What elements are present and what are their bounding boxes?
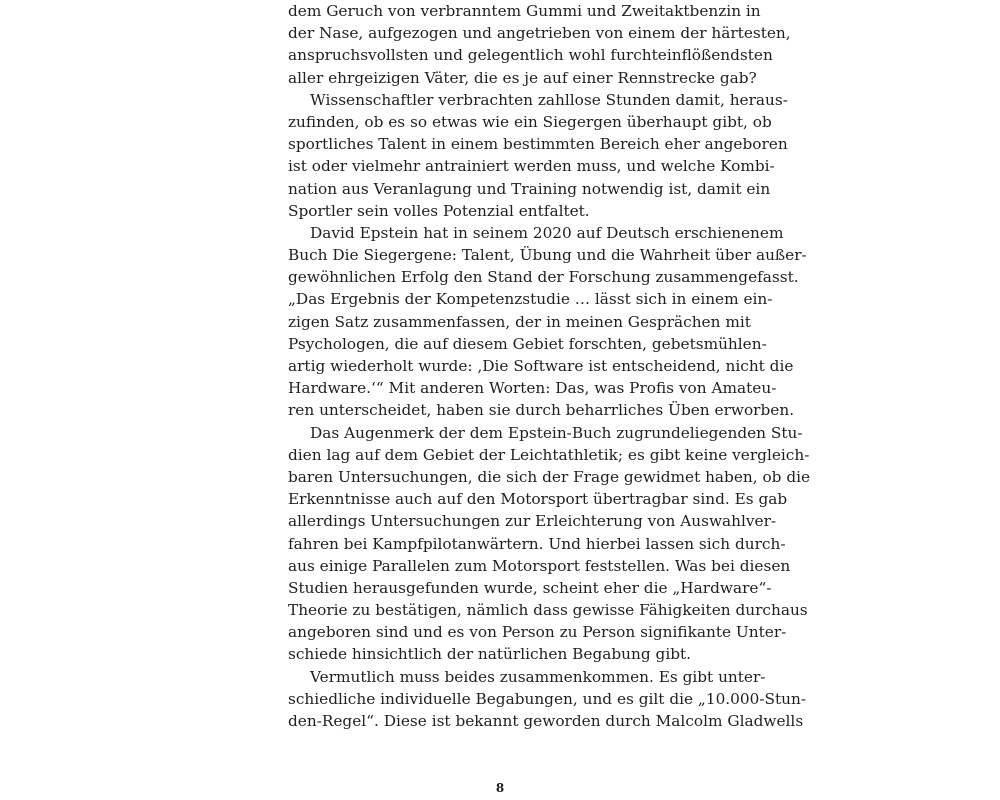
text-line: David Epstein hat in seinem 2020 auf Deutsch erschienenem — [310, 223, 784, 242]
text-line: den-Regel“. Diese ist bekannt geworden durch Malcolm Gladwells — [288, 712, 804, 730]
text-line: angeboren sind und es von Person zu Person signifikante Unter- — [288, 623, 787, 642]
text-line: gewöhnlichen Erfolg den Stand der Forschung zusammengefasst. — [288, 268, 799, 287]
text-line: zigen Satz zusammenfassen, der in meinen Gesprächen mit — [288, 312, 751, 331]
text-line: allerdings Untersuchungen zur Erleichterung von Auswahlver- — [288, 512, 777, 531]
text-line: aller ehrgeizigen Väter, die es je auf einer Rennstrecke gab? — [288, 68, 757, 87]
text-line: zufinden, ob es so etwas wie ein Siegergen überhaupt gibt, ob — [288, 112, 772, 131]
text-line: anspruchsvollsten und gelegentlich wohl furchteinflößendsten — [288, 46, 773, 65]
text-line: nation aus Veranlagung und Training notwendig ist, damit ein — [288, 179, 771, 198]
text-line: dien lag auf dem Gebiet der Leichtathletik; es gibt keine vergleich- — [288, 445, 810, 464]
text-line: der Nase, aufgezogen und angetrieben von einem der härtesten, — [288, 24, 791, 43]
text-line: Das Augenmerk der dem Epstein-Buch zugrundeliegenden Stu- — [310, 423, 803, 442]
text-line: Studien herausgefunden wurde, scheint eher die „Hardware“- — [288, 578, 772, 597]
page-number: 8 — [495, 781, 505, 795]
text-line: Buch Die Siegergene: Talent, Übung und die Wahrheit über außer- — [288, 246, 807, 265]
text-line: „Das Ergebnis der Kompetenzstudie … lässt sich in einem ein- — [288, 290, 773, 309]
text-line: sportliches Talent in einem bestimmten Bereich eher angeboren — [288, 135, 788, 154]
text-line: ist oder vielmehr antrainiert werden muss, und welche Kombi- — [288, 157, 775, 176]
text-line: schiede hinsichtlich der natürlichen Begabung gibt. — [288, 645, 692, 664]
text-line: aus einige Parallelen zum Motorsport feststellen. Was bei diesen — [288, 556, 791, 575]
text-line: artig wiederholt wurde: ‚Die Software ist entscheidend, nicht die — [288, 357, 794, 375]
text-line: baren Untersuchungen, die sich der Frage gewidmet haben, ob die — [288, 467, 811, 486]
text-line: Hardware.‘“ Mit anderen Worten: Das, was Profis von Amateu- — [288, 379, 777, 398]
text-line: Wissenschaftler verbrachten zahllose Stunden damit, heraus- — [310, 90, 788, 109]
text-line: Erkenntnisse auch auf den Motorsport übertragbar sind. Es gab — [288, 490, 788, 509]
text-line: fahren bei Kampfpilotanwärtern. Und hierbei lassen sich durch- — [288, 534, 786, 553]
body-text — [288, 0, 811, 732]
text-line: ren unterscheidet, haben sie durch beharrliches Üben erworben. — [288, 401, 795, 420]
text-line: dem Geruch von verbranntem Gummi und Zweitaktbenzin in — [288, 2, 761, 20]
text-line: Vermutlich muss beides zusammenkommen. Es gibt unter- — [310, 667, 766, 686]
text-line: Theorie zu bestätigen, nämlich dass gewisse Fähigkeiten durchaus — [288, 601, 808, 620]
text-line: Sportler sein volles Potenzial entfaltet. — [288, 201, 590, 220]
text-line: Psychologen, die auf diesem Gebiet forschten, gebetsmühlen- — [288, 334, 767, 353]
text-line: schiedliche individuelle Begabungen, und es gilt die „10.000-Stun- — [288, 689, 807, 708]
